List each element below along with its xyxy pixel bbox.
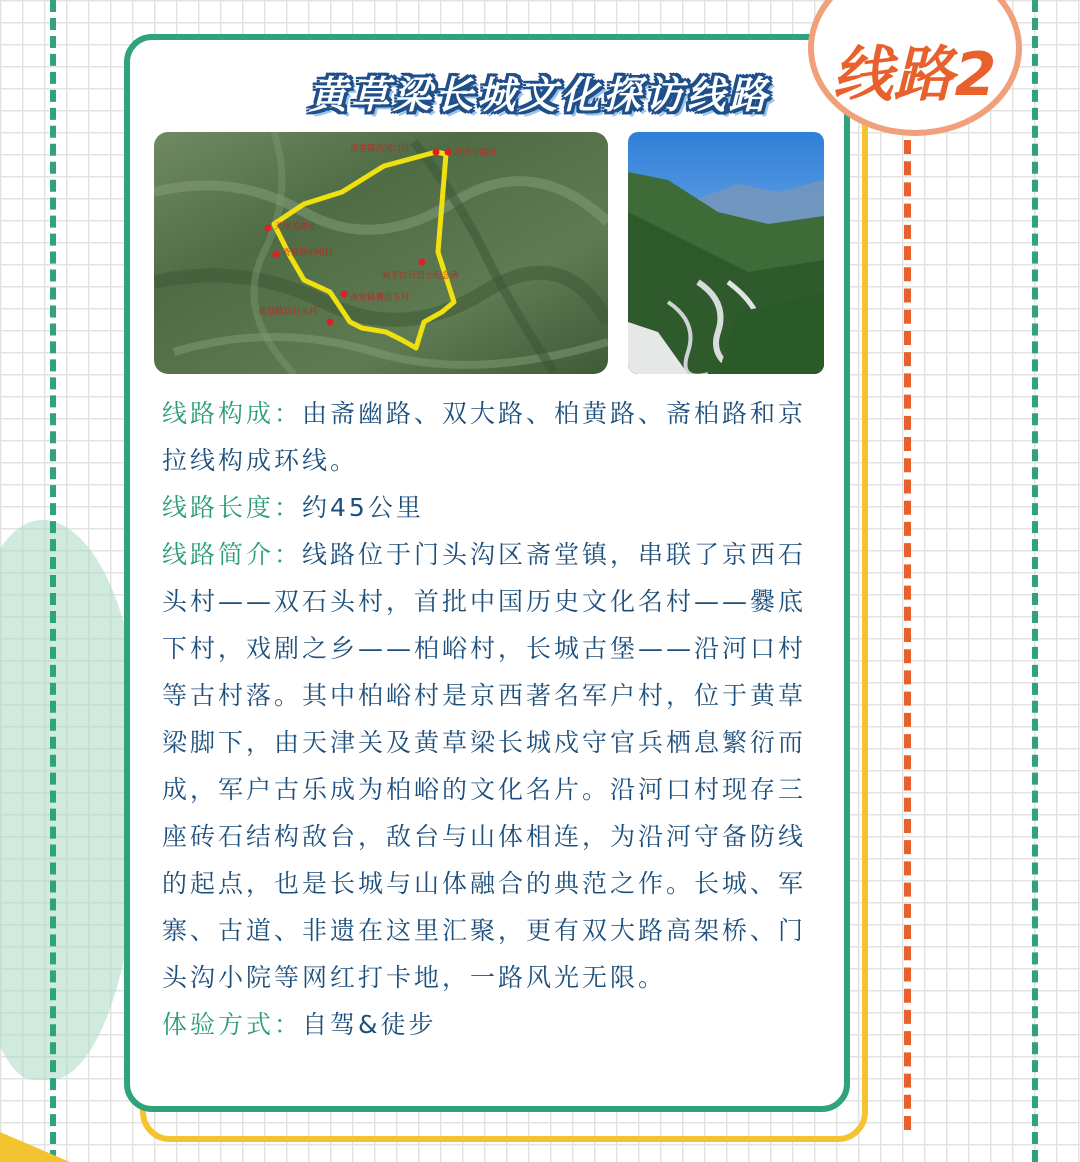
decorative-blob	[0, 520, 140, 1080]
map-marker	[445, 149, 452, 156]
map-marker	[341, 291, 348, 298]
map-label: 斋堂镇双石头村	[258, 307, 318, 317]
intro-label: 线路简介：	[162, 540, 303, 569]
map-marker	[327, 319, 334, 326]
experience-label: 体验方式：	[162, 1010, 303, 1039]
map-label: 宛平抗日烈士纪念碑	[382, 271, 459, 281]
map-marker	[419, 259, 426, 266]
landscape-svg	[628, 132, 824, 374]
map-marker	[265, 225, 272, 232]
orange-dashed-line	[904, 140, 911, 1130]
landscape-photo	[628, 132, 824, 374]
composition-row	[162, 390, 810, 484]
intro-row	[162, 531, 810, 1001]
map-label: 沿字号敌台	[454, 148, 497, 158]
experience-text: 自驾&徒步	[302, 1010, 437, 1039]
right-dashed-line	[1032, 0, 1038, 1162]
corner-decoration	[0, 1132, 70, 1162]
route-map	[154, 132, 608, 374]
experience-row	[162, 1001, 810, 1048]
map-label: 斋堂镇爨底下村	[350, 293, 410, 303]
route-title: 黄草梁长城文化探访线路	[308, 73, 771, 117]
map-marker	[273, 251, 280, 258]
length-text: 约45公里	[302, 493, 424, 522]
left-dashed-line	[50, 0, 56, 1162]
intro-text: 线路位于门头沟区斋堂镇，串联了京西石头村——双石头村，首批中国历史文化名村——爨底下村，戏剧之乡——柏峪村，长城古堡——沿河口村等古村落。其中柏峪村是京西著名军户村，位于黄草梁脚下，由天津关及黄草梁长城戍守官兵栖息繁衍而成，军户古乐成为柏峪的文化名片。沿河口村现存三座砖石结构敌台，敌台与山体相连，为沿河守备防线的起点，也是长城与山体融合的典范之作。长城、军寨、古道、非遗在这里汇聚，更有双大路高架桥、门头沟小院等网红打卡地，一路风光无限。	[162, 540, 807, 992]
route-description	[162, 390, 810, 1048]
length-row	[162, 484, 810, 531]
composition-text: 由斋幽路、双大路、柏黄路、斋柏路和京拉线构成环线。	[162, 399, 807, 475]
map-svg	[154, 132, 608, 374]
route-badge-text: 线路2	[832, 40, 998, 110]
map-marker	[433, 149, 440, 156]
map-label: 天津关遗址	[274, 222, 317, 232]
composition-label: 线路构成：	[162, 399, 303, 428]
length-label: 线路长度：	[162, 493, 303, 522]
map-label: 斋堂镇沿河口村	[350, 144, 410, 154]
map-label: 斋堂镇柏峪村	[282, 248, 334, 258]
